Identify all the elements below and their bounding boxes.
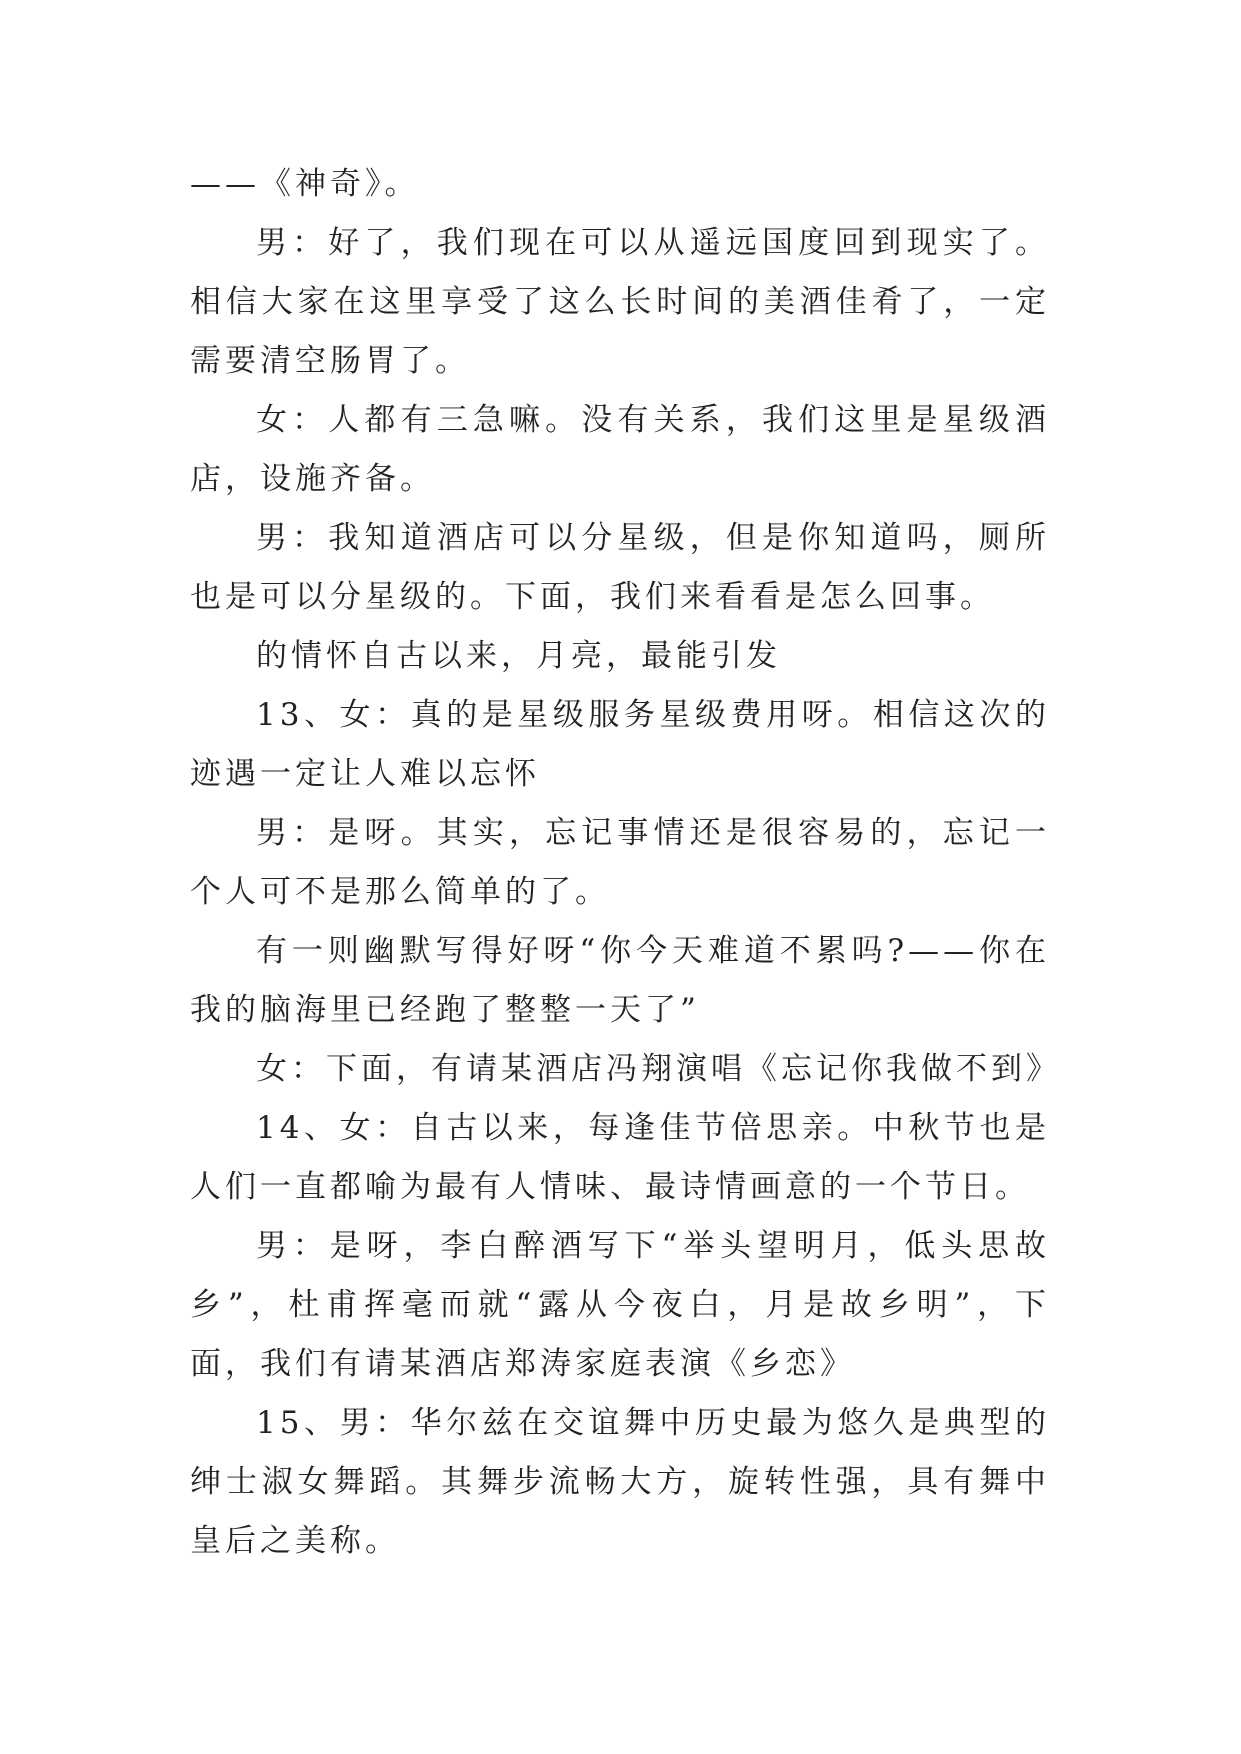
- paragraph-2: 男：好了，我们现在可以从遥远国度回到现实了。相信大家在这里享受了这么长时间的美酒佳肴了，一定需要清空肠胃了。: [190, 225, 1050, 379]
- document-body: [190, 155, 1061, 1571]
- paragraph-3: 女：人都有三急嘛。没有关系，我们这里是星级酒店，设施齐备。: [190, 402, 1050, 497]
- paragraph-7: 男：是呀。其实，忘记事情还是很容易的，忘记一个人可不是那么简单的了。: [190, 815, 1050, 910]
- paragraph-6: 13、女：真的是星级服务星级费用呀。相信这次的迹遇一定让人难以忘怀: [190, 697, 1050, 792]
- paragraph-9: 女：下面，有请某酒店冯翔演唱《忘记你我做不到》: [256, 1051, 1061, 1087]
- paragraph-10: 14、女：自古以来，每逢佳节倍思亲。中秋节也是人们一直都喻为最有人情味、最诗情画意的一个节日。: [190, 1110, 1050, 1205]
- paragraph-8: 有一则幽默写得好呀“你今天难道不累吗?——你在我的脑海里已经跑了整整一天了”: [190, 933, 1050, 1028]
- paragraph-5: 的情怀自古以来，月亮，最能引发: [256, 638, 781, 674]
- paragraph-12: 15、男：华尔兹在交谊舞中历史最为悠久是典型的绅士淑女舞蹈。其舞步流畅大方，旋转性强，具有舞中皇后之美称。: [190, 1405, 1050, 1559]
- paragraph-4: 男：我知道酒店可以分星级，但是你知道吗，厕所也是可以分星级的。下面，我们来看看是怎么回事。: [190, 520, 1050, 615]
- paragraph-1: ——《神奇》。: [190, 166, 420, 202]
- paragraph-11: 男：是呀，李白醉酒写下“举头望明月，低头思故乡”，杜甫挥毫而就“露从今夜白，月是故乡明”，下面，我们有请某酒店郑涛家庭表演《乡恋》: [190, 1228, 1050, 1382]
